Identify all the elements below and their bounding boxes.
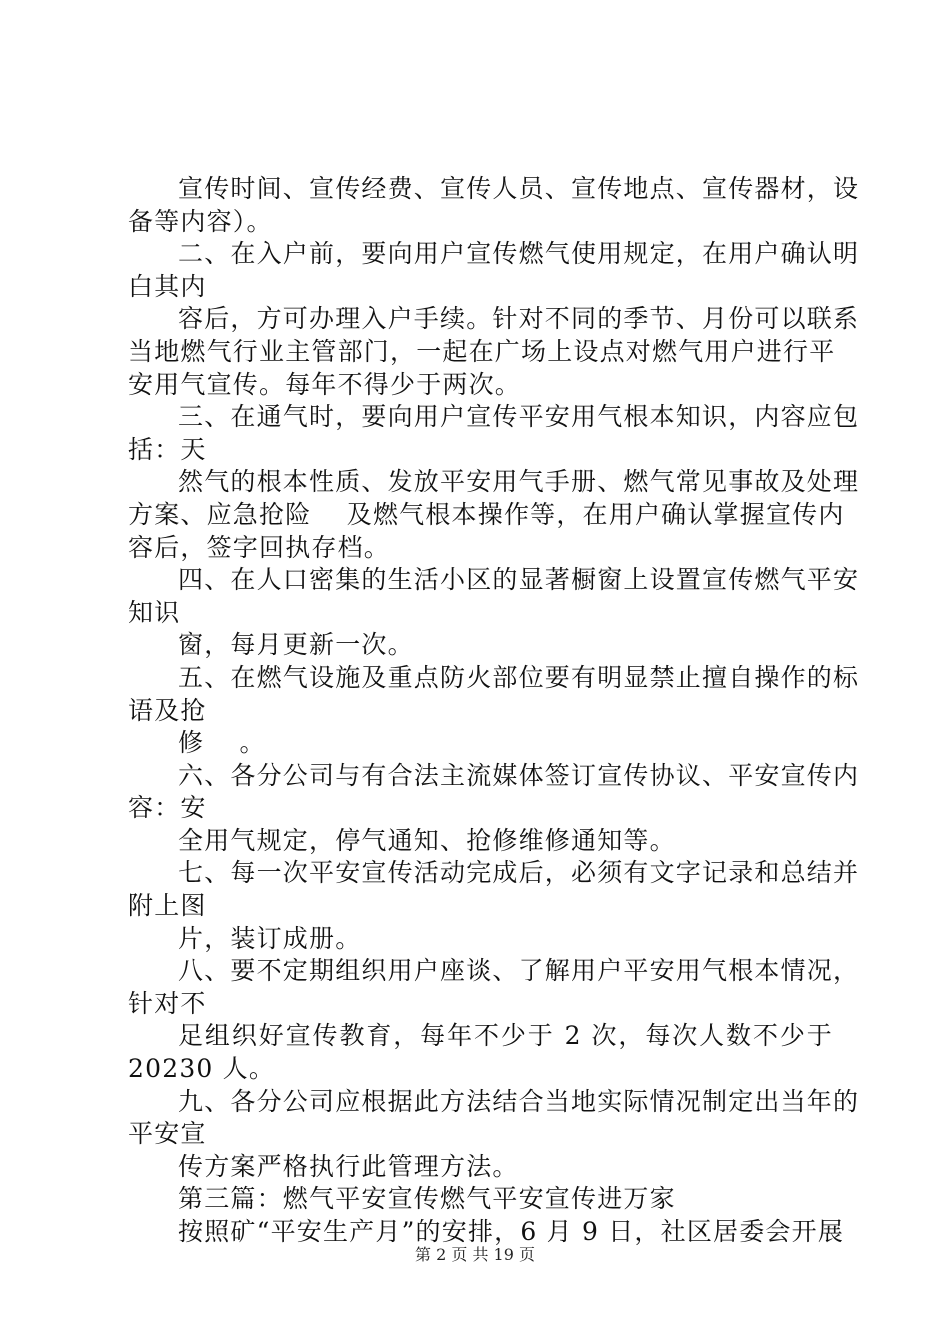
text-line: 四、在人口密集的生活小区的显著橱窗上设置宣传燃气平安 [178,565,860,595]
body-text [128,173,860,1249]
text-line: 附上图 [128,891,207,921]
text-line: 容后，方可办理入户手续。针对不同的季节、月份可以联系 [178,304,860,334]
text-line: 六、各分公司与有合法主流媒体签订宣传协议、平安宣传内 [178,760,860,790]
text-line: 容后，签字回执存档。 [128,532,391,562]
text-line: 针对不 [128,988,207,1018]
text-line: 备等内容）。 [128,206,273,236]
text-line: 20230 人。 [128,1054,276,1084]
text-line: 平安宣 [128,1119,207,1149]
text-line: 容：安 [128,793,207,823]
page-number-label: 第 2 页 共 19 页 [415,1245,535,1264]
text-line: 九、各分公司应根据此方法结合当地实际情况制定出当年的 [178,1086,860,1116]
text-line: 窗，每月更新一次。 [178,630,414,660]
text-line: 片，装订成册。 [178,923,362,953]
text-line: 白其内 [128,271,207,301]
text-line: 语及抢 [128,695,207,725]
text-line: 七、每一次平安宣传活动完成后，必须有文字记录和总结并 [178,858,860,888]
text-line: 当地燃气行业主管部门，一起在广场上设点对燃气用户进行平 [128,336,836,366]
text-line: 知识 [128,597,181,627]
text-line: 三、在通气时，要向用户宣传平安用气根本知识，内容应包 [178,402,860,432]
text-line: 传方案严格执行此管理方法。 [178,1151,519,1181]
text-line: 修 。 [178,728,266,758]
text-line: 按照矿“平安生产月”的安排，6 月 9 日，社区居委会开展 [178,1217,845,1246]
text-line: 二、在入户前，要向用户宣传燃气使用规定，在用户确认明 [178,239,860,269]
section-heading: 第三篇：燃气平安宣传燃气平安宣传进万家 [178,1184,676,1214]
text-line: 然气的根本性质、发放平安用气手册、燃气常见事故及处理 [178,467,860,497]
text-line: 五、在燃气设施及重点防火部位要有明显禁止擅自操作的标 [178,662,860,692]
text-line: 八、要不定期组织用户座谈、了解用户平安用气根本情况， [178,956,860,986]
text-line: 安用气宣传。每年不得少于两次。 [128,369,522,399]
text-line: 足组织好宣传教育，每年不少于 2 次，每次人数不少于 [178,1021,833,1051]
text-line: 方案、应急抢险 及燃气根本操作等，在用户确认掌握宣传内 [128,499,845,529]
text-line: 全用气规定，停气通知、抢修维修通知等。 [178,825,676,855]
page-footer [0,1245,950,1265]
text-line: 括：天 [128,434,207,464]
text-line: 宣传时间、宣传经费、宣传人员、宣传地点、宣传器材，设 [178,174,860,203]
